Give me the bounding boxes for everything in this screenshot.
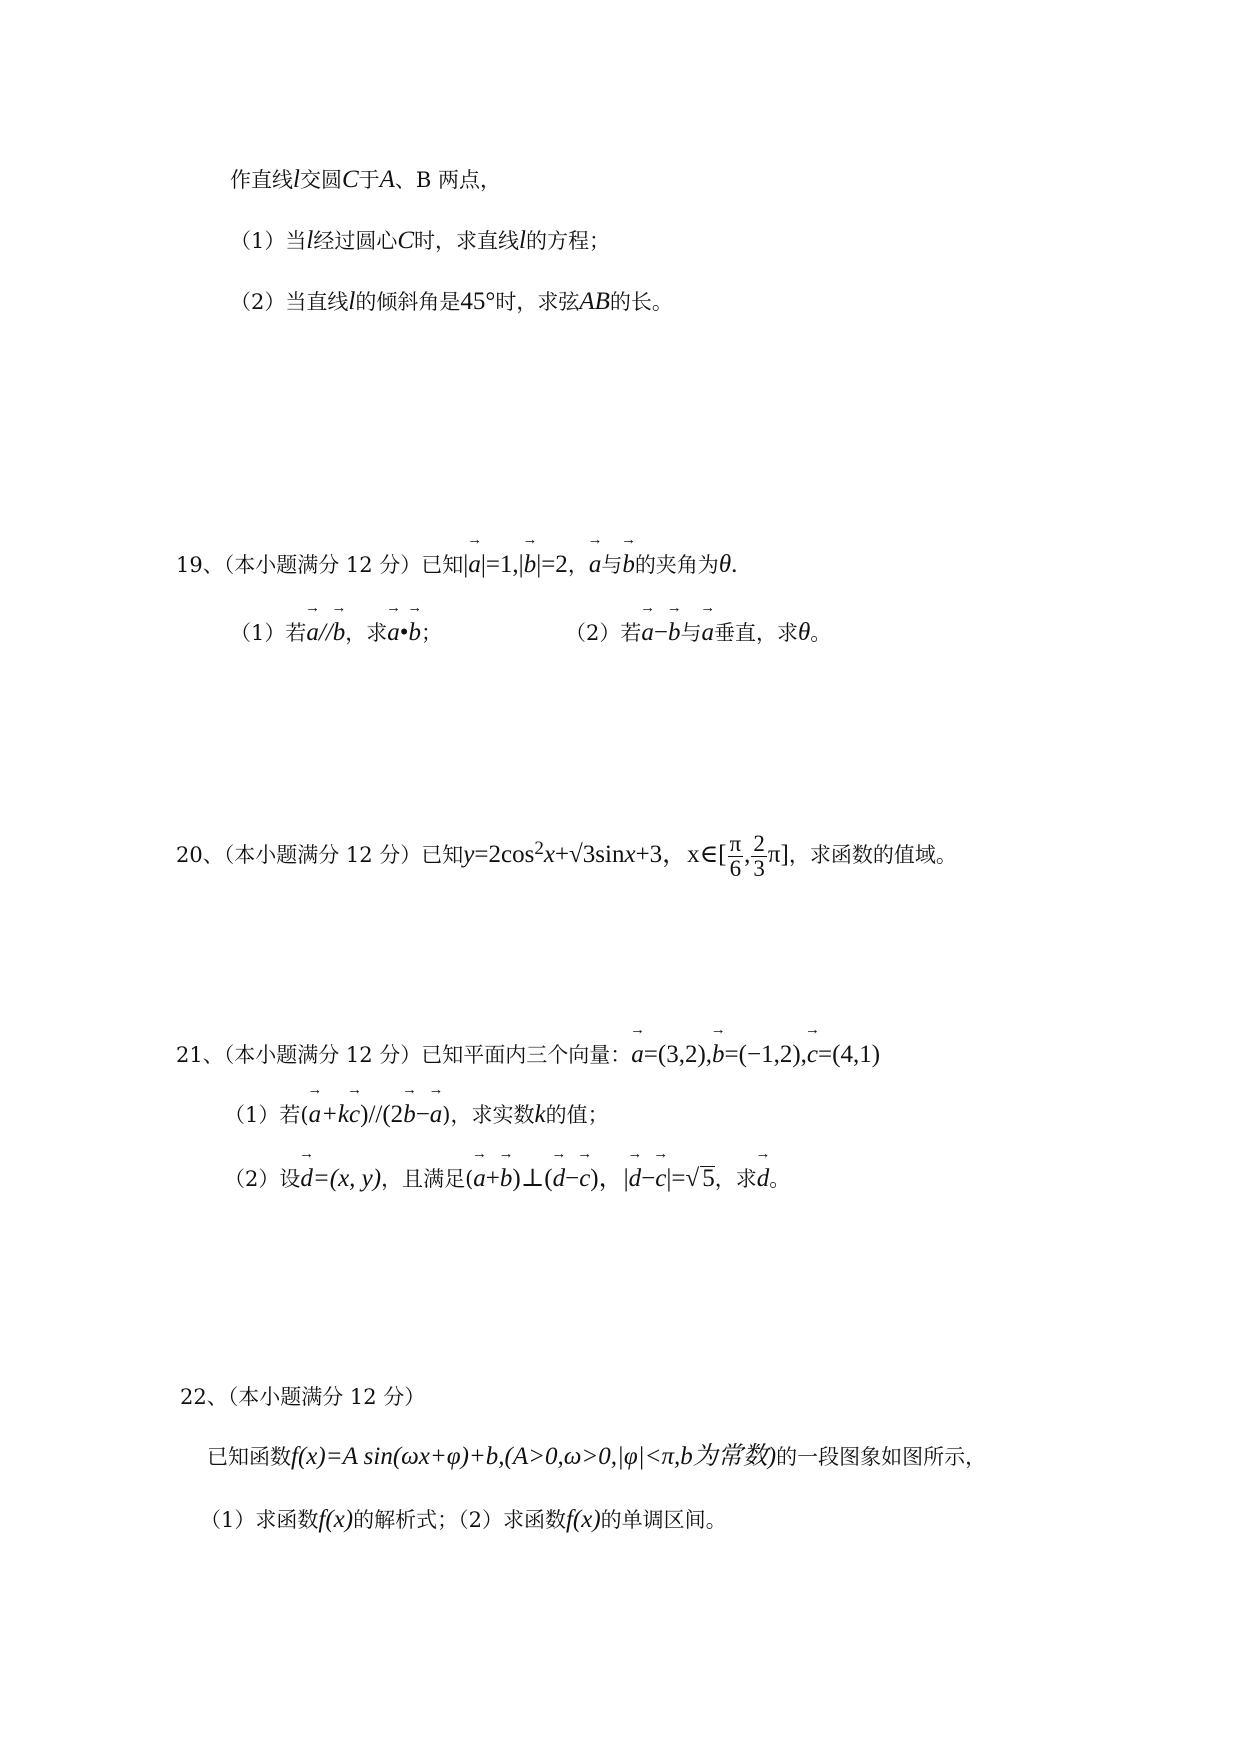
q22-header: [180, 1382, 425, 1412]
q19-part2: （2）若→ a−→ b与→ a垂直，求θ。: [565, 618, 831, 648]
q20-stem: 20、（本小题满分 12 分）已知$y=2\cos^2x+√3\sin x+3$，x∈[ $\frac{\pi}{6}$ , $\frac{2}{3}$ π]，求函数的值域。: [176, 831, 957, 881]
fraction-pi-6: $\frac{\pi}{6}$: [729, 831, 742, 881]
question-number: 19、（本小题满分 12 分）已知: [176, 553, 464, 577]
fraction-2-3: $\frac{2}{3}$: [753, 831, 765, 881]
q22-stem: 已知函数f(x)=A sin(ωx+φ)+b,(A>0,ω>0,|φ|<π,b为常数)的一段图象如图所示，: [207, 1443, 987, 1470]
question-number: 20、（本小题满分 12 分）已知: [176, 843, 464, 867]
question-number: 21、（本小题满分 12 分）已知平面内三个向量：: [176, 1043, 632, 1067]
q21-part2: （2）设→ d=(x, y)，且满足(→ a+→ b)⊥(→ d−→ c)，|→ d−→ c|=√ 5，求→ d。: [224, 1164, 790, 1194]
q21-stem: 21、（本小题满分 12 分）已知平面内三个向量：→ a=(3,2),→ b=(−1,2),→ c=(4,1): [176, 1040, 880, 1070]
sqrt-5: √ 5: [685, 1165, 715, 1192]
q22-parts: （1）求函数f(x)的解析式；（2）求函数f(x)的单调区间。: [200, 1506, 727, 1533]
q18-part1: （1）当l经过圆心C时，求直线l的方程；: [230, 227, 610, 254]
q18-part2: （2）当直线l的倾斜角是45°时，求弦AB的长。: [230, 288, 673, 315]
q21-part1: （1）若(→ a+k→ c)//(2→ b−→ a)，求实数k的值；: [224, 1100, 609, 1130]
question-number: 22、（本小题满分 12 分）: [180, 1385, 426, 1409]
q18-line1: 作直线l交圆C于A、B 两点，: [230, 166, 502, 193]
q19-stem: 19、（本小题满分 12 分）已知|→ a|=1,|→ b|=2，→ a与→ b的夹角为θ.: [176, 550, 737, 580]
q19-part1: （1）若→ a//→ b，求→ a•→ b；: [230, 618, 442, 648]
